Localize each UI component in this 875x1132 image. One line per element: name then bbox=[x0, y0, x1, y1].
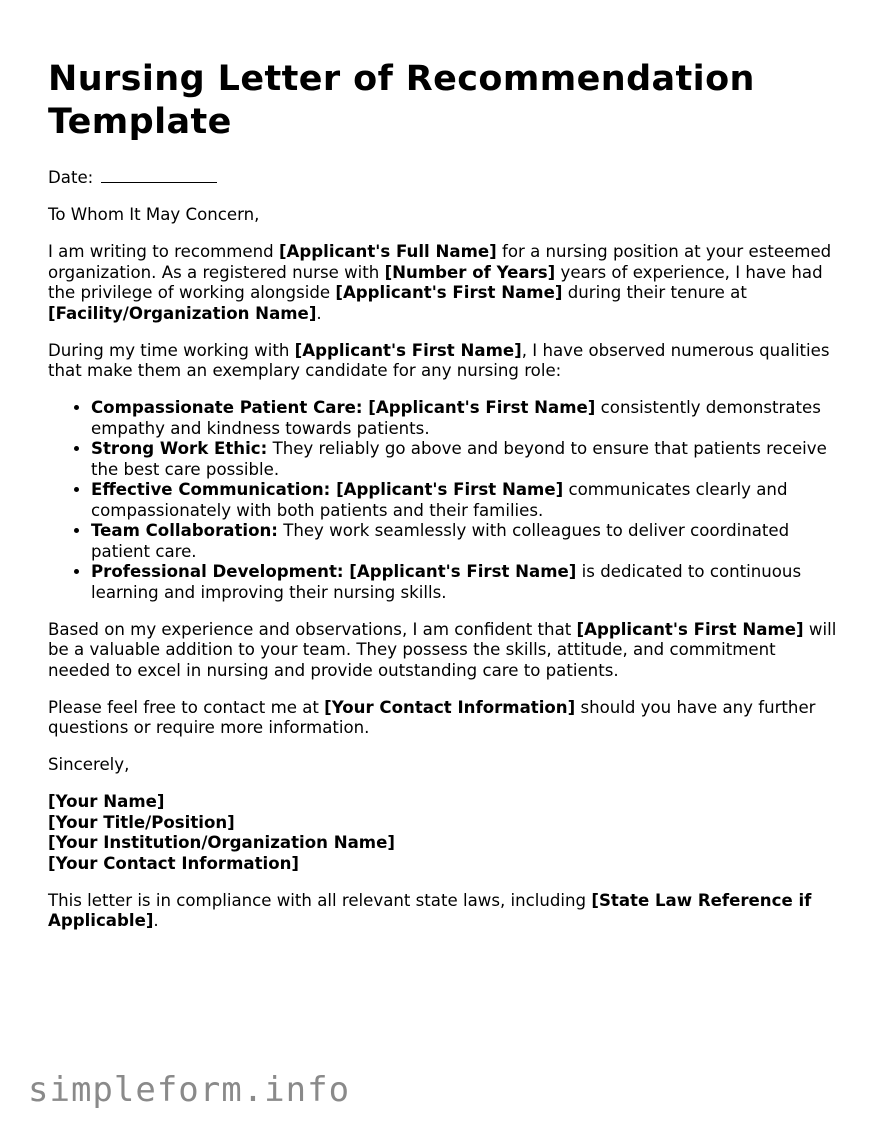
intro-text-4: during their tenure at bbox=[562, 283, 747, 302]
number-of-years-placeholder: [Number of Years] bbox=[384, 262, 556, 282]
list-item bbox=[91, 521, 838, 562]
signature-block bbox=[48, 792, 838, 874]
list-item bbox=[91, 439, 838, 480]
applicant-full-name-placeholder: [Applicant's Full Name] bbox=[278, 242, 497, 261]
list-item bbox=[91, 398, 838, 439]
contact-text-1: Please feel free to contact me at bbox=[48, 697, 325, 717]
confidence-paragraph bbox=[48, 620, 838, 682]
intro-text-3: years of experience, I have had the privilege of working alongside bbox=[48, 262, 823, 302]
letter-document bbox=[48, 58, 838, 948]
contact-text-2: should you have any further questions or require more information. bbox=[48, 697, 816, 737]
observed-text-2: , I have observed numerous qualities that make them an exemplary candidate for any nursing role: bbox=[48, 340, 830, 380]
quality-text: consistently demonstrates empathy and kindness towards patients. bbox=[91, 398, 821, 438]
compliance-paragraph bbox=[48, 891, 838, 932]
list-item bbox=[91, 562, 838, 603]
quality-text: is dedicated to continuous learning and improving their nursing skills. bbox=[91, 562, 802, 602]
compliance-text-1: This letter is in compliance with all relevant state laws, including bbox=[48, 890, 592, 910]
signature-contact: [Your Contact Information] bbox=[48, 853, 300, 873]
observed-paragraph bbox=[48, 341, 838, 382]
greeting: To Whom It May Concern, bbox=[48, 205, 260, 224]
state-law-placeholder: [State Law Reference if Applicable] bbox=[48, 890, 812, 930]
date-blank bbox=[101, 168, 217, 183]
intro-text-5: . bbox=[316, 303, 322, 323]
applicant-first-name-placeholder: [Applicant's First Name] bbox=[576, 619, 804, 639]
contact-info-placeholder: [Your Contact Information] bbox=[324, 697, 576, 717]
closing: Sincerely, bbox=[48, 755, 130, 774]
confidence-text-1: Based on my experience and observations, I am confident that bbox=[48, 619, 577, 639]
quality-heading: Compassionate Patient Care: [Applicant's First Name] bbox=[91, 398, 596, 417]
applicant-first-name-placeholder: [Applicant's First Name] bbox=[335, 283, 563, 302]
intro-text-1: I am writing to recommend bbox=[48, 242, 279, 261]
watermark: simpleform.info bbox=[28, 1070, 351, 1110]
observed-text-1: During my time working with bbox=[48, 340, 295, 360]
quality-heading: Effective Communication: [Applicant's First Name] bbox=[91, 480, 564, 499]
quality-heading: Professional Development: [Applicant's First Name] bbox=[91, 562, 577, 581]
compliance-text-2: . bbox=[153, 911, 159, 930]
signature-institution: [Your Institution/Organization Name] bbox=[48, 833, 395, 852]
list-item bbox=[91, 480, 838, 521]
signature-name: [Your Name] bbox=[48, 792, 165, 811]
quality-text: communicates clearly and compassionately with both patients and their families. bbox=[91, 480, 788, 520]
facility-name-placeholder: [Facility/Organization Name] bbox=[48, 303, 317, 323]
quality-text: They work seamlessly with colleagues to deliver coordinated patient care. bbox=[91, 521, 790, 561]
page-title: Nursing Letter of Recommendation Template bbox=[48, 59, 755, 142]
signature-title: [Your Title/Position] bbox=[48, 812, 235, 832]
quality-heading: Team Collaboration: bbox=[91, 521, 278, 540]
qualities-list bbox=[48, 398, 838, 603]
date-line bbox=[48, 168, 838, 189]
date-label: Date: bbox=[48, 168, 94, 187]
quality-text: They reliably go above and beyond to ensure that patients receive the best care possible. bbox=[91, 439, 827, 479]
quality-heading: Strong Work Ethic: bbox=[91, 439, 268, 458]
intro-text-2: for a nursing position at your esteemed organization. As a registered nurse with bbox=[48, 242, 832, 282]
contact-paragraph bbox=[48, 698, 838, 739]
applicant-first-name-placeholder: [Applicant's First Name] bbox=[294, 340, 522, 360]
intro-paragraph bbox=[48, 242, 838, 324]
confidence-text-2: will be a valuable addition to your team. They possess the skills, attitude, and commitment needed to excel in nursing and provide outstanding care to patients. bbox=[48, 619, 837, 680]
